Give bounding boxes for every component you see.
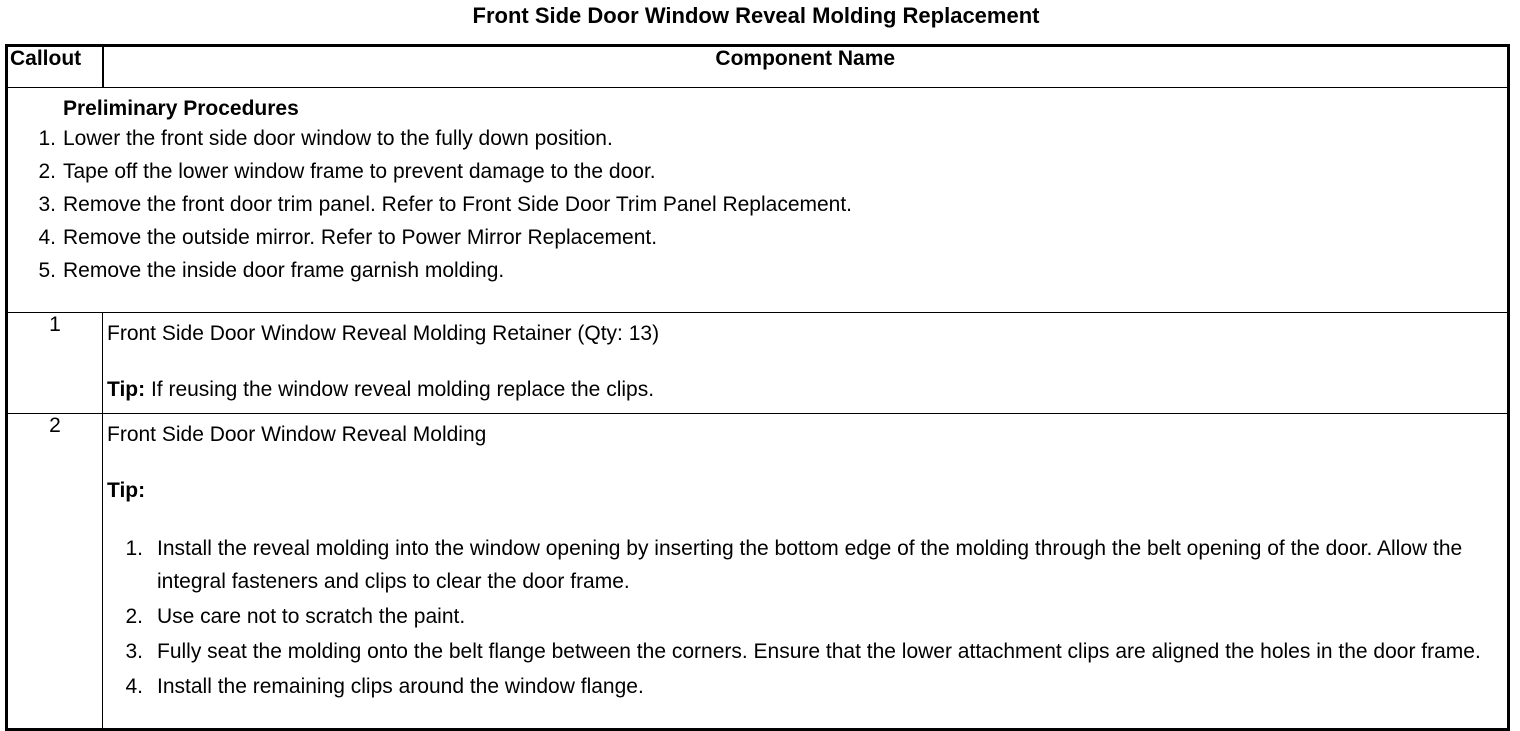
list-item xyxy=(107,532,1507,598)
step-text: Remove the front door trim panel. Refer to Front Side Door Trim Panel Replacement. xyxy=(63,193,853,216)
callout-number: 1 xyxy=(7,313,103,414)
component-name: Front Side Door Window Reveal Molding xyxy=(107,423,487,446)
table-header-row xyxy=(7,46,1509,88)
procedure-table xyxy=(5,44,1510,731)
component-cell xyxy=(103,414,1509,730)
step-text: Fully seat the molding onto the belt flange between the corners. Ensure that the lower attachment clips are aligned the holes in the door frame. xyxy=(157,640,1481,663)
step-text: Use care not to scratch the paint. xyxy=(157,605,466,628)
list-item xyxy=(8,155,1507,188)
callout-number: 2 xyxy=(7,414,103,730)
list-item xyxy=(8,221,1507,254)
tip-label: Tip: xyxy=(107,479,146,502)
component-name-header: Component Name xyxy=(103,46,1509,88)
step-number: 3. xyxy=(125,640,143,663)
step-text: Remove the outside mirror. Refer to Power Mirror Replacement. xyxy=(63,226,658,249)
callout-header: Callout xyxy=(7,46,103,88)
list-item xyxy=(107,600,1507,633)
step-number: 1. xyxy=(38,127,56,150)
step-number: 5. xyxy=(38,259,56,282)
preliminary-steps-list xyxy=(8,122,1507,287)
step-number: 4. xyxy=(125,675,143,698)
list-item xyxy=(8,188,1507,221)
step-number: 4. xyxy=(38,226,56,249)
step-text: Remove the inside door frame garnish molding. xyxy=(63,259,505,282)
table-row xyxy=(7,313,1509,414)
list-item xyxy=(8,122,1507,155)
step-number: 2. xyxy=(125,605,143,628)
tip-steps-list xyxy=(107,532,1507,703)
tip-text: If reusing the window reveal molding replace the clips. xyxy=(145,378,655,401)
component-name: Front Side Door Window Reveal Molding Retainer (Qty: 13) xyxy=(107,322,660,345)
preliminary-procedures-cell xyxy=(7,88,1509,313)
step-number: 1. xyxy=(125,537,143,560)
page-title: Front Side Door Window Reveal Molding Replacement xyxy=(472,3,1040,28)
tip-label: Tip: xyxy=(107,378,146,401)
step-text: Install the reveal molding into the window opening by inserting the bottom edge of the molding through the belt opening of the door. Allow the integral fasteners and clips to clear the door frame. xyxy=(157,537,1463,593)
step-number: 3. xyxy=(38,193,56,216)
tip xyxy=(107,476,1507,506)
table-row xyxy=(7,414,1509,730)
preliminary-row xyxy=(7,88,1509,313)
list-item xyxy=(107,670,1507,703)
step-text: Install the remaining clips around the window flange. xyxy=(157,675,644,698)
list-item xyxy=(107,635,1507,668)
step-number: 2. xyxy=(38,160,56,183)
tip xyxy=(107,375,1507,405)
component-cell xyxy=(103,313,1509,414)
step-text: Lower the front side door window to the fully down position. xyxy=(63,127,613,150)
list-item xyxy=(8,254,1507,287)
preliminary-procedures-heading: Preliminary Procedures xyxy=(63,97,299,120)
step-text: Tape off the lower window frame to prevent damage to the door. xyxy=(63,160,656,183)
